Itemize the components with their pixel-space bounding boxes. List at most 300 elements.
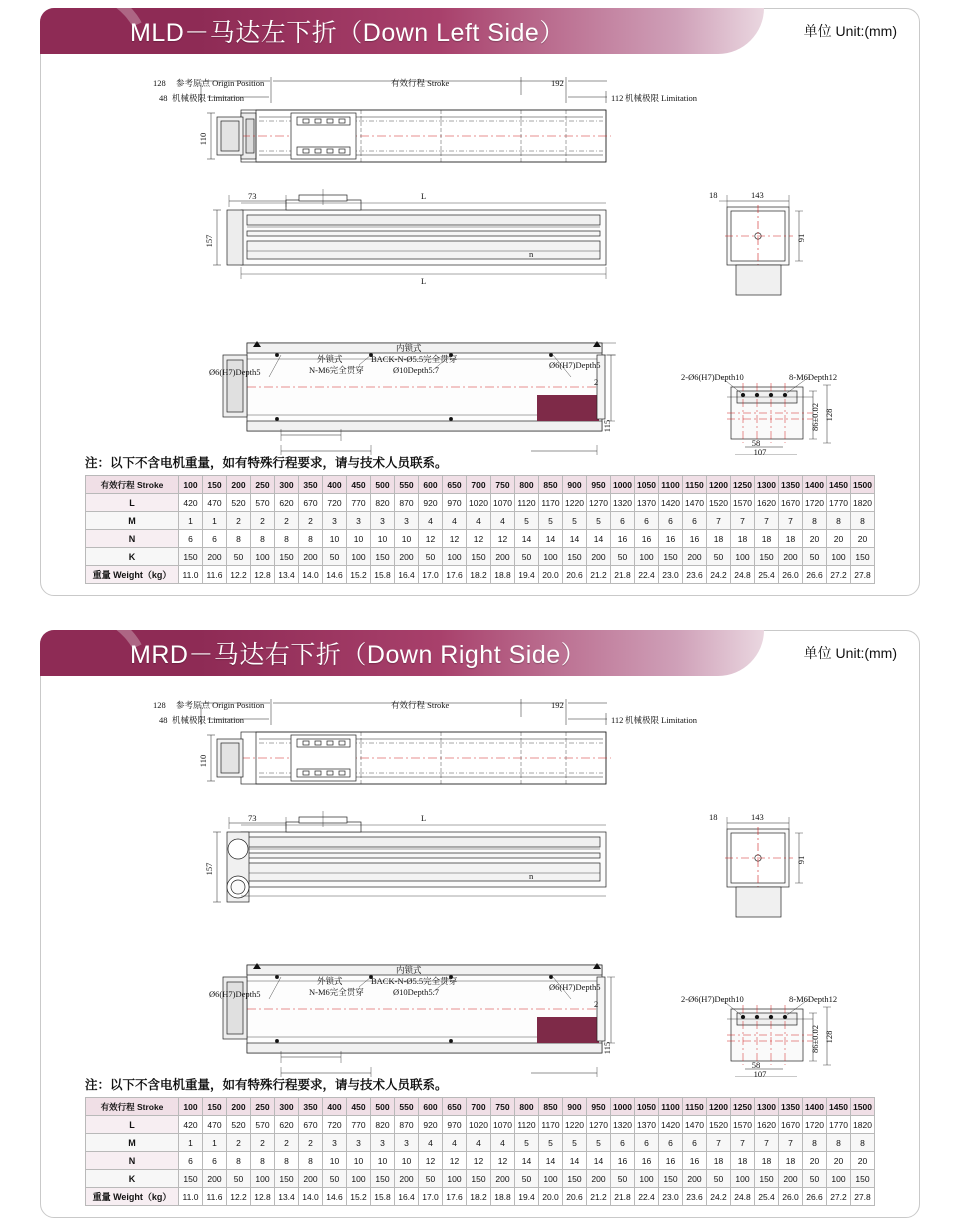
table-header-cell: 800 xyxy=(515,1098,539,1116)
table-header-cell: 1150 xyxy=(683,476,707,494)
table-cell: 1 xyxy=(203,512,227,530)
table-cell: 6 xyxy=(611,1134,635,1152)
table-header-cell: 1450 xyxy=(827,1098,851,1116)
table-cell: 11.0 xyxy=(179,1188,203,1206)
table-cell: 2 xyxy=(227,1134,251,1152)
table-cell: 18 xyxy=(731,1152,755,1170)
table-cell: 14 xyxy=(515,1152,539,1170)
table-cell: 50 xyxy=(227,1170,251,1188)
table-cell: 8 xyxy=(251,530,275,548)
table-cell: 18.8 xyxy=(491,1188,515,1206)
table-cell: 1470 xyxy=(683,1116,707,1134)
table-cell: 17.0 xyxy=(419,1188,443,1206)
dim-73: 73 xyxy=(248,191,257,201)
dim-L-top: L xyxy=(421,813,427,823)
table-cell: 18 xyxy=(707,1152,731,1170)
table-cell: 1270 xyxy=(587,1116,611,1134)
table-cell: 2 xyxy=(251,1134,275,1152)
table-cell: 50 xyxy=(803,1170,827,1188)
table-cell: 150 xyxy=(851,548,875,566)
label-inner1: 内锁式 xyxy=(396,343,422,353)
panel-mrd xyxy=(40,630,920,1218)
table-cell: 13.4 xyxy=(275,1188,299,1206)
table-cell: 15.8 xyxy=(371,1188,395,1206)
technical-drawing-mrd xyxy=(41,677,919,1077)
table-cell: 20.0 xyxy=(539,566,563,584)
table-header-cell: 1050 xyxy=(635,476,659,494)
table-cell: 14 xyxy=(587,1152,611,1170)
table-row-label: L xyxy=(86,494,179,512)
table-header-cell: 1500 xyxy=(851,476,875,494)
dim-L-bottom: L xyxy=(421,276,427,286)
table-cell: 7 xyxy=(779,512,803,530)
table-cell: 150 xyxy=(179,1170,203,1188)
table-row xyxy=(86,1152,875,1170)
table-cell: 26.0 xyxy=(779,1188,803,1206)
table-cell: 200 xyxy=(587,1170,611,1188)
table-cell: 200 xyxy=(683,548,707,566)
table-cell: 12 xyxy=(467,1152,491,1170)
table-cell: 1420 xyxy=(659,494,683,512)
table-cell: 1470 xyxy=(683,494,707,512)
spec-table-body xyxy=(86,476,875,584)
table-cell: 1170 xyxy=(539,494,563,512)
table-cell: 620 xyxy=(275,1116,299,1134)
table-header-cell: 1500 xyxy=(851,1098,875,1116)
table-cell: 14 xyxy=(539,530,563,548)
table-cell: 1 xyxy=(179,512,203,530)
table-cell: 1520 xyxy=(707,1116,731,1134)
table-cell: 100 xyxy=(635,1170,659,1188)
table-header-cell: 850 xyxy=(539,1098,563,1116)
table-cell: 12.8 xyxy=(251,1188,275,1206)
table-cell: 150 xyxy=(371,1170,395,1188)
table-cell: 20.6 xyxy=(563,1188,587,1206)
table-cell: 570 xyxy=(251,494,275,512)
table-cell: 920 xyxy=(419,494,443,512)
table-header-cell: 1300 xyxy=(755,476,779,494)
table-cell: 1370 xyxy=(635,494,659,512)
label-hole1: Ø6(H7)Depth5 xyxy=(209,367,261,377)
table-cell: 100 xyxy=(731,548,755,566)
label-hole1: Ø6(H7)Depth5 xyxy=(209,989,261,999)
table-cell: 4 xyxy=(443,512,467,530)
table-cell: 150 xyxy=(371,548,395,566)
table-header-cell: 1000 xyxy=(611,1098,635,1116)
dim-73: 73 xyxy=(248,813,257,823)
dim-157: 157 xyxy=(204,862,214,876)
table-row xyxy=(86,494,875,512)
table-cell: 770 xyxy=(347,494,371,512)
table-cell: 200 xyxy=(203,1170,227,1188)
table-cell: 8 xyxy=(251,1152,275,1170)
table-header-cell: 700 xyxy=(467,476,491,494)
table-row-label: K xyxy=(86,548,179,566)
table-cell: 14 xyxy=(563,1152,587,1170)
table-cell: 470 xyxy=(203,1116,227,1134)
table-cell: 3 xyxy=(323,512,347,530)
table-row xyxy=(86,1170,875,1188)
table-row-label: M xyxy=(86,1134,179,1152)
table-cell: 25.4 xyxy=(755,566,779,584)
table-cell: 2 xyxy=(251,512,275,530)
table-cell: 20 xyxy=(851,530,875,548)
table-cell: 200 xyxy=(203,548,227,566)
table-cell: 12 xyxy=(491,1152,515,1170)
table-row xyxy=(86,566,875,584)
table-cell: 2 xyxy=(275,512,299,530)
table-header-cell: 400 xyxy=(323,476,347,494)
dim-112: 112 xyxy=(611,93,624,103)
table-cell: 8 xyxy=(851,1134,875,1152)
table-cell: 6 xyxy=(683,1134,707,1152)
table-cell: 12 xyxy=(443,1152,467,1170)
table-cell: 7 xyxy=(755,512,779,530)
table-cell: 7 xyxy=(779,1134,803,1152)
table-header-cell: 350 xyxy=(299,476,323,494)
table-cell: 12 xyxy=(467,530,491,548)
table-cell: 8 xyxy=(275,1152,299,1170)
table-cell: 6 xyxy=(635,512,659,530)
table-row-label: M xyxy=(86,512,179,530)
table-cell: 24.2 xyxy=(707,1188,731,1206)
table-cell: 6 xyxy=(203,530,227,548)
table-row-label: 重量 Weight（kg） xyxy=(86,1188,179,1206)
table-cell: 100 xyxy=(635,548,659,566)
table-cell: 3 xyxy=(347,1134,371,1152)
spec-table-wrap-mld xyxy=(85,475,875,584)
label-hole3: 2-Ø6(H7)Depth10 xyxy=(681,372,744,382)
table-cell: 150 xyxy=(563,1170,587,1188)
table-cell: 100 xyxy=(827,548,851,566)
table-row-label: K xyxy=(86,1170,179,1188)
table-cell: 3 xyxy=(371,512,395,530)
label-limit-right: 机械极限 Limitation xyxy=(625,715,698,725)
label-stroke: 有效行程 Stroke xyxy=(391,700,450,710)
dim-2: 2 xyxy=(594,999,599,1009)
table-header-cell: 1100 xyxy=(659,1098,683,1116)
table-cell: 20.6 xyxy=(563,566,587,584)
table-cell: 8 xyxy=(299,1152,323,1170)
table-header-cell: 600 xyxy=(419,476,443,494)
table-cell: 8 xyxy=(299,530,323,548)
table-cell: 3 xyxy=(395,512,419,530)
table-cell: 27.2 xyxy=(827,1188,851,1206)
table-cell: 4 xyxy=(491,1134,515,1152)
dim-128b: 128 xyxy=(824,408,834,422)
table-cell: 26.6 xyxy=(803,1188,827,1206)
table-cell: 50 xyxy=(419,1170,443,1188)
table-cell: 1120 xyxy=(515,1116,539,1134)
table-cell: 10 xyxy=(347,530,371,548)
unit-label: 单位 Unit:(mm) xyxy=(803,23,897,39)
dim-192: 192 xyxy=(551,78,564,88)
table-cell: 23.0 xyxy=(659,1188,683,1206)
table-cell: 5 xyxy=(587,1134,611,1152)
table-header-cell: 450 xyxy=(347,1098,371,1116)
table-cell: 50 xyxy=(707,1170,731,1188)
table-cell: 150 xyxy=(275,548,299,566)
table-cell: 870 xyxy=(395,494,419,512)
table-cell: 8 xyxy=(275,530,299,548)
table-header-cell: 1350 xyxy=(779,1098,803,1116)
table-cell: 1720 xyxy=(803,1116,827,1134)
table-cell: 620 xyxy=(275,494,299,512)
table-cell: 7 xyxy=(707,1134,731,1152)
table-cell: 200 xyxy=(587,548,611,566)
table-cell: 50 xyxy=(515,548,539,566)
label-inner3: Ø10Depth5.7 xyxy=(393,365,440,375)
table-cell: 16 xyxy=(635,1152,659,1170)
table-cell: 17.6 xyxy=(443,1188,467,1206)
table-header-cell: 1000 xyxy=(611,476,635,494)
table-cell: 50 xyxy=(227,548,251,566)
table-cell: 1170 xyxy=(539,1116,563,1134)
dim-128: 128 xyxy=(153,700,166,710)
table-cell: 50 xyxy=(419,548,443,566)
dim-2: 2 xyxy=(594,377,599,387)
table-cell: 16 xyxy=(659,1152,683,1170)
table-cell: 24.2 xyxy=(707,566,731,584)
table-cell: 4 xyxy=(491,512,515,530)
table-cell: 14 xyxy=(515,530,539,548)
dim-58: 58 xyxy=(751,438,761,448)
table-cell: 16 xyxy=(611,1152,635,1170)
table-header-cell: 1250 xyxy=(731,1098,755,1116)
table-cell: 820 xyxy=(371,494,395,512)
table-cell: 11.6 xyxy=(203,1188,227,1206)
table-cell: 20 xyxy=(827,1152,851,1170)
table-cell: 15.8 xyxy=(371,566,395,584)
table-cell: 200 xyxy=(779,548,803,566)
table-cell: 970 xyxy=(443,1116,467,1134)
table-cell: 8 xyxy=(803,512,827,530)
table-cell: 8 xyxy=(227,530,251,548)
panel-header-mrd xyxy=(40,630,764,676)
table-cell: 150 xyxy=(659,548,683,566)
table-cell: 18 xyxy=(731,530,755,548)
table-row xyxy=(86,1188,875,1206)
table-cell: 1770 xyxy=(827,1116,851,1134)
panel-header-mld xyxy=(40,8,764,54)
label-limit-right: 机械极限 Limitation xyxy=(625,93,698,103)
table-cell: 100 xyxy=(251,548,275,566)
table-cell: 100 xyxy=(827,1170,851,1188)
table-cell: 1420 xyxy=(659,1116,683,1134)
table-header-cell: 250 xyxy=(251,476,275,494)
label-stroke: 有效行程 Stroke xyxy=(391,78,450,88)
table-cell: 6 xyxy=(611,512,635,530)
table-cell: 1670 xyxy=(779,1116,803,1134)
table-cell: 7 xyxy=(731,512,755,530)
table-cell: 1070 xyxy=(491,1116,515,1134)
table-cell: 23.6 xyxy=(683,566,707,584)
table-cell: 520 xyxy=(227,1116,251,1134)
dim-112: 112 xyxy=(611,715,624,725)
table-cell: 21.2 xyxy=(587,1188,611,1206)
table-cell: 26.6 xyxy=(803,566,827,584)
table-header-cell: 900 xyxy=(563,476,587,494)
table-cell: 200 xyxy=(779,1170,803,1188)
table-header-cell: 450 xyxy=(347,476,371,494)
dim-48: 48 xyxy=(159,715,168,725)
table-header-cell: 550 xyxy=(395,476,419,494)
table-cell: 4 xyxy=(419,512,443,530)
table-cell: 2 xyxy=(299,512,323,530)
table-cell: 20 xyxy=(851,1152,875,1170)
table-cell: 150 xyxy=(467,1170,491,1188)
table-cell: 19.4 xyxy=(515,1188,539,1206)
table-cell: 1270 xyxy=(587,494,611,512)
table-cell: 18.8 xyxy=(491,566,515,584)
table-cell: 420 xyxy=(179,1116,203,1134)
dim-91: 91 xyxy=(796,233,806,243)
table-cell: 100 xyxy=(443,1170,467,1188)
panel-title: MLD－马达左下折（Down Left Side） xyxy=(130,19,565,47)
table-cell: 1820 xyxy=(851,494,875,512)
label-outer2: N-M6完全贯穿 xyxy=(309,365,364,375)
table-cell: 200 xyxy=(299,548,323,566)
table-cell: 14.6 xyxy=(323,566,347,584)
table-cell: 6 xyxy=(635,1134,659,1152)
table-cell: 14 xyxy=(587,530,611,548)
label-hole2: Ø6(H7)Depth5 xyxy=(549,982,601,992)
table-header-cell: 750 xyxy=(491,1098,515,1116)
table-cell: 16.4 xyxy=(395,566,419,584)
table-cell: 5 xyxy=(563,512,587,530)
table-cell: 720 xyxy=(323,494,347,512)
table-cell: 200 xyxy=(299,1170,323,1188)
table-cell: 3 xyxy=(323,1134,347,1152)
table-cell: 10 xyxy=(371,1152,395,1170)
table-cell: 770 xyxy=(347,1116,371,1134)
table-cell: 23.0 xyxy=(659,566,683,584)
dim-107: 107 xyxy=(753,1069,767,1077)
table-cell: 18 xyxy=(779,530,803,548)
table-cell: 1320 xyxy=(611,494,635,512)
table-cell: 150 xyxy=(851,1170,875,1188)
label-outer1: 外锁式 xyxy=(317,354,343,364)
label-limit-left: 机械极限 Limitation xyxy=(172,93,245,103)
table-cell: 12 xyxy=(443,530,467,548)
table-cell: 16 xyxy=(683,1152,707,1170)
unit-label: 单位 Unit:(mm) xyxy=(803,645,897,661)
table-cell: 50 xyxy=(515,1170,539,1188)
table-cell: 1570 xyxy=(731,494,755,512)
technical-drawing-mld xyxy=(41,55,919,455)
table-cell: 12.2 xyxy=(227,1188,251,1206)
table-cell: 10 xyxy=(323,530,347,548)
table-cell: 12 xyxy=(419,1152,443,1170)
table-cell: 8 xyxy=(827,1134,851,1152)
table-cell: 2 xyxy=(299,1134,323,1152)
table-header-cell: 550 xyxy=(395,1098,419,1116)
dim-91: 91 xyxy=(796,855,806,865)
table-cell: 1 xyxy=(179,1134,203,1152)
table-cell: 150 xyxy=(467,548,491,566)
table-cell: 50 xyxy=(707,548,731,566)
note-text: 注：以下不含电机重量，如有特殊行程要求，请与技术人员联系。 xyxy=(85,456,448,470)
table-cell: 14 xyxy=(539,1152,563,1170)
table-cell: 4 xyxy=(467,1134,491,1152)
table-cell: 200 xyxy=(491,548,515,566)
table-header-cell: 650 xyxy=(443,1098,467,1116)
table-cell: 10 xyxy=(395,530,419,548)
spec-table xyxy=(85,1097,875,1206)
table-cell: 6 xyxy=(203,1152,227,1170)
table-cell: 16 xyxy=(659,530,683,548)
table-cell: 150 xyxy=(755,548,779,566)
table-cell: 100 xyxy=(539,1170,563,1188)
table-cell: 4 xyxy=(467,512,491,530)
dim-110: 110 xyxy=(198,754,208,768)
panel-mld xyxy=(40,8,920,596)
table-cell: 10 xyxy=(347,1152,371,1170)
table-cell: 50 xyxy=(323,548,347,566)
table-header-cell: 900 xyxy=(563,1098,587,1116)
table-cell: 150 xyxy=(275,1170,299,1188)
table-cell: 11.6 xyxy=(203,566,227,584)
table-cell: 16 xyxy=(683,530,707,548)
table-row-label: N xyxy=(86,530,179,548)
table-cell: 1220 xyxy=(563,494,587,512)
dim-86: 86±0.02 xyxy=(810,402,820,432)
table-header-stroke: 有效行程 Stroke xyxy=(86,1098,179,1116)
table-cell: 3 xyxy=(371,1134,395,1152)
table-cell: 670 xyxy=(299,494,323,512)
table-header-cell: 1200 xyxy=(707,1098,731,1116)
table-header-cell: 1400 xyxy=(803,1098,827,1116)
dim-128: 128 xyxy=(153,78,166,88)
table-cell: 100 xyxy=(539,548,563,566)
dim-115: 115 xyxy=(602,1041,612,1055)
table-cell: 150 xyxy=(179,548,203,566)
table-cell: 7 xyxy=(755,1134,779,1152)
table-cell: 21.8 xyxy=(611,1188,635,1206)
table-row xyxy=(86,512,875,530)
table-cell: 22.4 xyxy=(635,566,659,584)
dim-86: 86±0.02 xyxy=(810,1024,820,1054)
table-cell: 17.6 xyxy=(443,566,467,584)
table-cell: 1520 xyxy=(707,494,731,512)
table-cell: 420 xyxy=(179,494,203,512)
table-cell: 8 xyxy=(851,512,875,530)
table-cell: 50 xyxy=(803,548,827,566)
dim-18: 18 xyxy=(709,812,718,822)
table-cell: 10 xyxy=(371,530,395,548)
table-row xyxy=(86,1134,875,1152)
table-cell: 16 xyxy=(635,530,659,548)
dim-192: 192 xyxy=(551,700,564,710)
label-inner2: BACK-N-Ø5.5完全贯穿 xyxy=(371,354,458,364)
spec-table-wrap-mrd xyxy=(85,1097,875,1206)
table-cell: 100 xyxy=(347,548,371,566)
table-cell: 15.2 xyxy=(347,566,371,584)
table-cell: 18 xyxy=(779,1152,803,1170)
table-header-cell: 100 xyxy=(179,476,203,494)
table-cell: 21.2 xyxy=(587,566,611,584)
table-header-cell: 1200 xyxy=(707,476,731,494)
table-header-cell: 1400 xyxy=(803,476,827,494)
table-header-cell: 500 xyxy=(371,1098,395,1116)
table-cell: 27.8 xyxy=(851,1188,875,1206)
table-cell: 200 xyxy=(395,548,419,566)
table-header-cell: 200 xyxy=(227,476,251,494)
table-cell: 1070 xyxy=(491,494,515,512)
table-header-cell: 1250 xyxy=(731,476,755,494)
table-header-row xyxy=(86,1098,875,1116)
table-header-cell: 850 xyxy=(539,476,563,494)
